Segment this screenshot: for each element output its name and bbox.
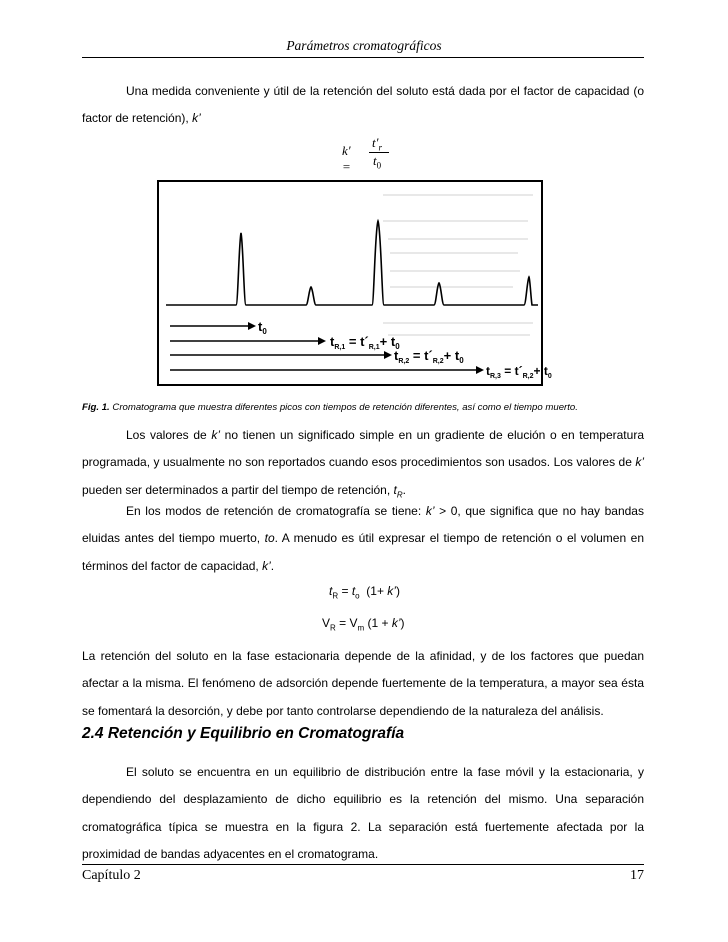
equation-retention-volume: $V_R = V_m$ (1 + k’) [322,616,405,633]
footer-rule [82,864,644,865]
chromatogram-figure [158,181,552,385]
footer-chapter: Capítulo 2 [82,868,141,883]
label-tr2: $t_{R,2}$ = $t´_{R,2}+ t_0$ [394,348,464,365]
paragraph-3: En los modos de retención de cromatografía se tiene: k’ > 0, que significa que no hay bandas eluidas antes del tiempo muerto, to. A menudo es útil expresar el tiempo de retención o el volumen en términos del factor de capacidad, k’. [82,504,645,573]
header-rule [82,57,644,58]
label-t0: $t_0$ [258,319,267,336]
equation-retention-time: $t_R = t_o$ (1+ k’) [329,584,400,601]
label-tr1: $t_{R,1}$ = $t´_{R,1}+ t_0$ [330,334,400,351]
label-tr3: $t_{R,3}$ = $t´_{R,2}+ t_0$ [486,364,552,380]
paragraph-4: La retención del soluto en la fase estacionaria depende de la afinidad, y de los factores que puedan afectar a la misma. El fenómeno de adsorción depende fuertemente de la temperatura, a mayor sea ésta se fomentará la desorción, y debe por tanto controlarse dependiendo de la naturaleza del análisis. [82,649,644,718]
figure-caption: Fig. 1. Cromatograma que muestra diferentes picos con tiempos de retención diferentes, así como el tiempo muerto. [82,402,578,413]
page-header: Parámetros cromatográficos [286,38,442,53]
section-heading: 2.4 Retención y Equilibrio en Cromatografía [82,725,405,742]
paragraph-5: El soluto se encuentra en un equilibrio de distribución entre la fase móvil y la estacionaria, y dependiendo del desplazamiento de dicho equilibrio es la retención del mismo. Una separación cromatográfica típica se muestra en la figura 2. La separación está fuertemente afectada por la proximidad de bandas adyacentes en el cromatograma. [82,765,644,861]
paragraph-1: Una medida conveniente y útil de la retención del soluto está dada por el factor de capacidad (o factor de retención), k’ [82,84,644,126]
paragraph-2: Los valores de k’ no tienen un significado simple en un gradiente de elución o en temperatura programada, y usualmente no son reportados cuando esos procedimientos son usados. Los valores de k’ pueden ser determinados a partir del tiempo de retención, $t_R$. [82,428,644,499]
page-number: 17 [630,868,644,883]
